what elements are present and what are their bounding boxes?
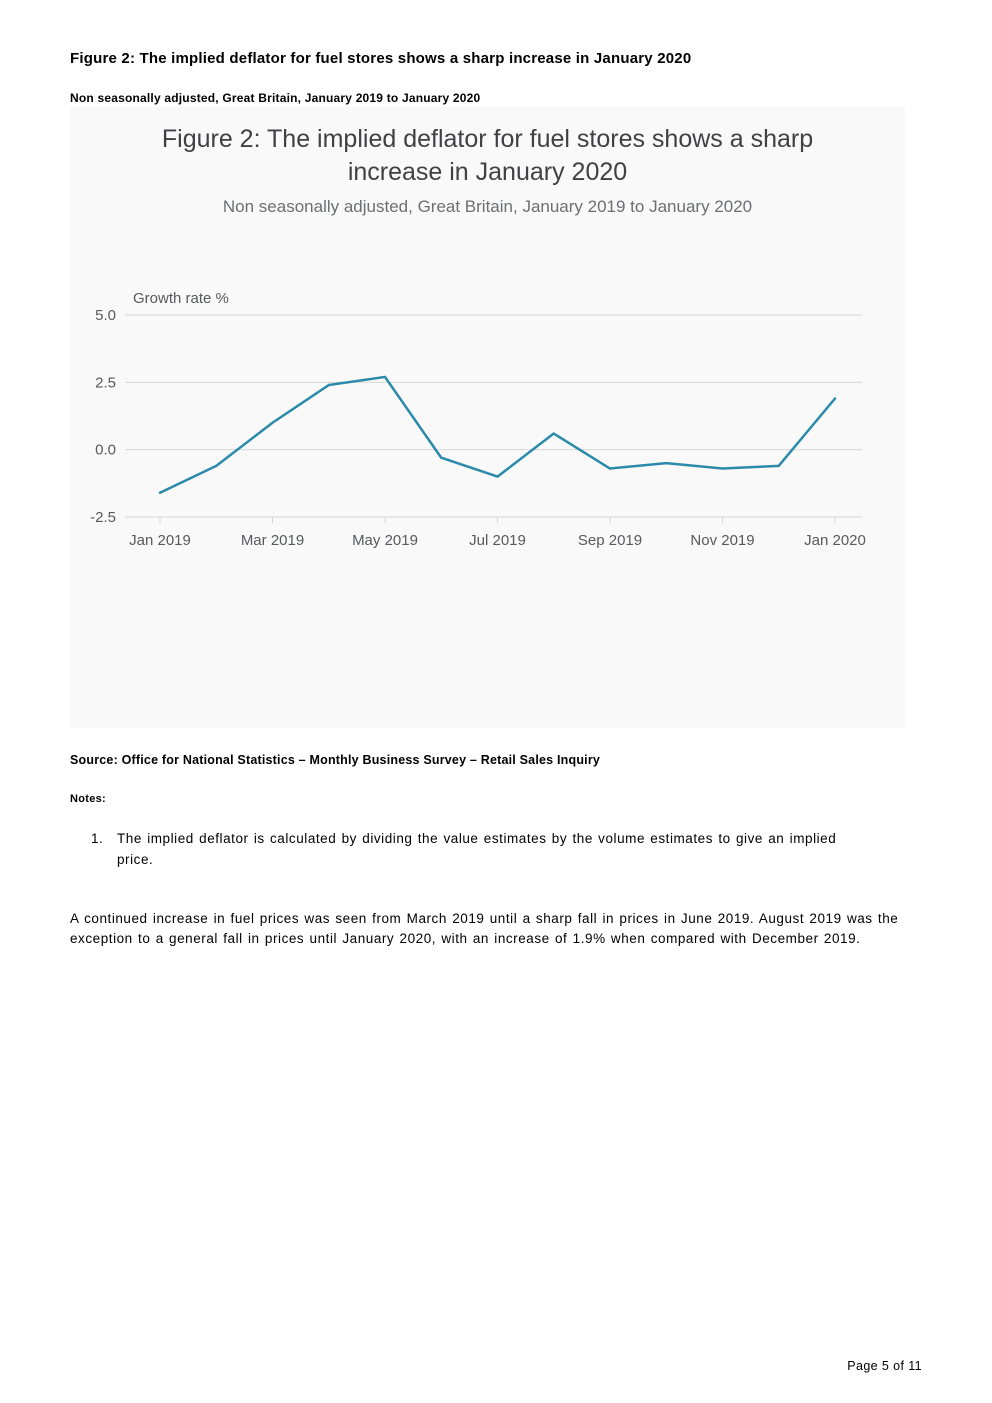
source-line: Source: Office for National Statistics – Monthly Business Survey – Retail Sales Inquiry: [70, 753, 601, 767]
chart-subtitle: Non seasonally adjusted, Great Britain, January 2019 to January 2020: [222, 197, 753, 216]
page-number: Page 5 of 11: [847, 1359, 922, 1373]
note-item: [91, 828, 876, 870]
chart-title: Figure 2: The implied deflator for fuel stores shows a sharp increase in January 2020: [161, 125, 814, 186]
line-chart-plot: [70, 223, 905, 603]
data-series-line: [160, 377, 835, 493]
y-tick-label: -2.5: [90, 509, 116, 526]
figure-heading: Figure 2: The implied deflator for fuel stores shows a sharp increase in January 2020: [70, 50, 692, 67]
x-tick-label: May 2019: [352, 532, 418, 549]
y-tick-label: 2.5: [95, 374, 116, 392]
y-tick-label: 5.0: [95, 307, 116, 324]
x-tick-label: Nov 2019: [690, 532, 755, 549]
note-text: The implied deflator is calculated by dividing the value estimates by the volume estimates to give an implied price.: [117, 831, 837, 867]
x-tick-label: Jul 2019: [469, 532, 526, 549]
figure-subheading: Non seasonally adjusted, Great Britain, January 2019 to January 2020: [70, 91, 481, 105]
note-number: 1.: [91, 831, 104, 846]
y-axis-label: Growth rate %: [133, 290, 229, 307]
x-tick-label: Mar 2019: [240, 532, 305, 549]
x-tick-label: Sep 2019: [577, 532, 643, 549]
x-tick-label: Jan 2020: [804, 532, 866, 549]
notes-label: Notes:: [70, 793, 107, 805]
chart-figure: [70, 107, 905, 728]
x-tick-label: Jan 2019: [129, 532, 191, 549]
y-tick-label: 0.0: [95, 441, 116, 459]
body-paragraph: A continued increase in fuel prices was seen from March 2019 until a sharp fall in prices in June 2019. August 2019 was the exception to a general fall in prices until January 2020, with an increase of 1.9% when compared with December 2019.: [70, 911, 899, 946]
